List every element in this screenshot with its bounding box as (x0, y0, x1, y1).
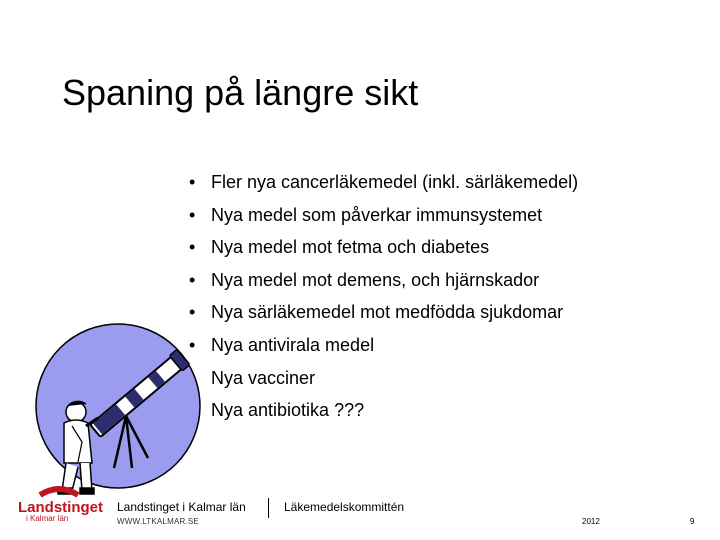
bullet-item (189, 394, 578, 427)
bullet-item (189, 362, 578, 395)
person-with-telescope-icon (28, 318, 213, 503)
bullet-item (189, 199, 578, 232)
bullet-marker: • (189, 204, 196, 225)
bullet-item (189, 296, 578, 329)
footer-committee: Läkemedelskommittén (284, 500, 405, 514)
bullet-text: Fler nya cancerläkemedel (inkl. särläkemedel) (211, 172, 579, 192)
page-number: 9 (690, 517, 695, 526)
logo-text: Landstinget (18, 499, 103, 516)
bullet-text: Nya vacciner (211, 367, 316, 388)
bullet-text: Nya antibiotika ??? (211, 400, 365, 421)
bullet-item (189, 264, 578, 297)
bullet-list (189, 166, 578, 427)
footer-url[interactable]: WWW.LTKALMAR.SE (117, 517, 199, 526)
bullet-marker: • (189, 172, 196, 192)
bullet-text: Nya antivirala medel (211, 334, 375, 355)
bullet-text: Nya medel mot demens, och hjärnskador (211, 269, 540, 290)
logo-subtext: i Kalmar län (26, 514, 69, 523)
footer-year: 2012 (582, 517, 600, 526)
bullet-item (189, 329, 578, 362)
bullet-text: Nya medel som påverkar immunsystemet (211, 204, 543, 225)
bullet-text: Nya särläkemedel mot medfödda sjukdomar (211, 302, 564, 323)
footer-organization: Landstinget i Kalmar län (117, 500, 246, 514)
bullet-item (189, 166, 578, 199)
bullet-marker: • (189, 334, 196, 355)
slide-title: Spaning på längre sikt (62, 72, 419, 113)
bullet-marker: • (189, 269, 196, 290)
bullet-marker: • (189, 237, 196, 258)
bullet-marker: • (189, 302, 196, 323)
bullet-item (189, 231, 578, 264)
bullet-text: Nya medel mot fetma och diabetes (211, 237, 490, 258)
footer-divider (268, 498, 269, 518)
